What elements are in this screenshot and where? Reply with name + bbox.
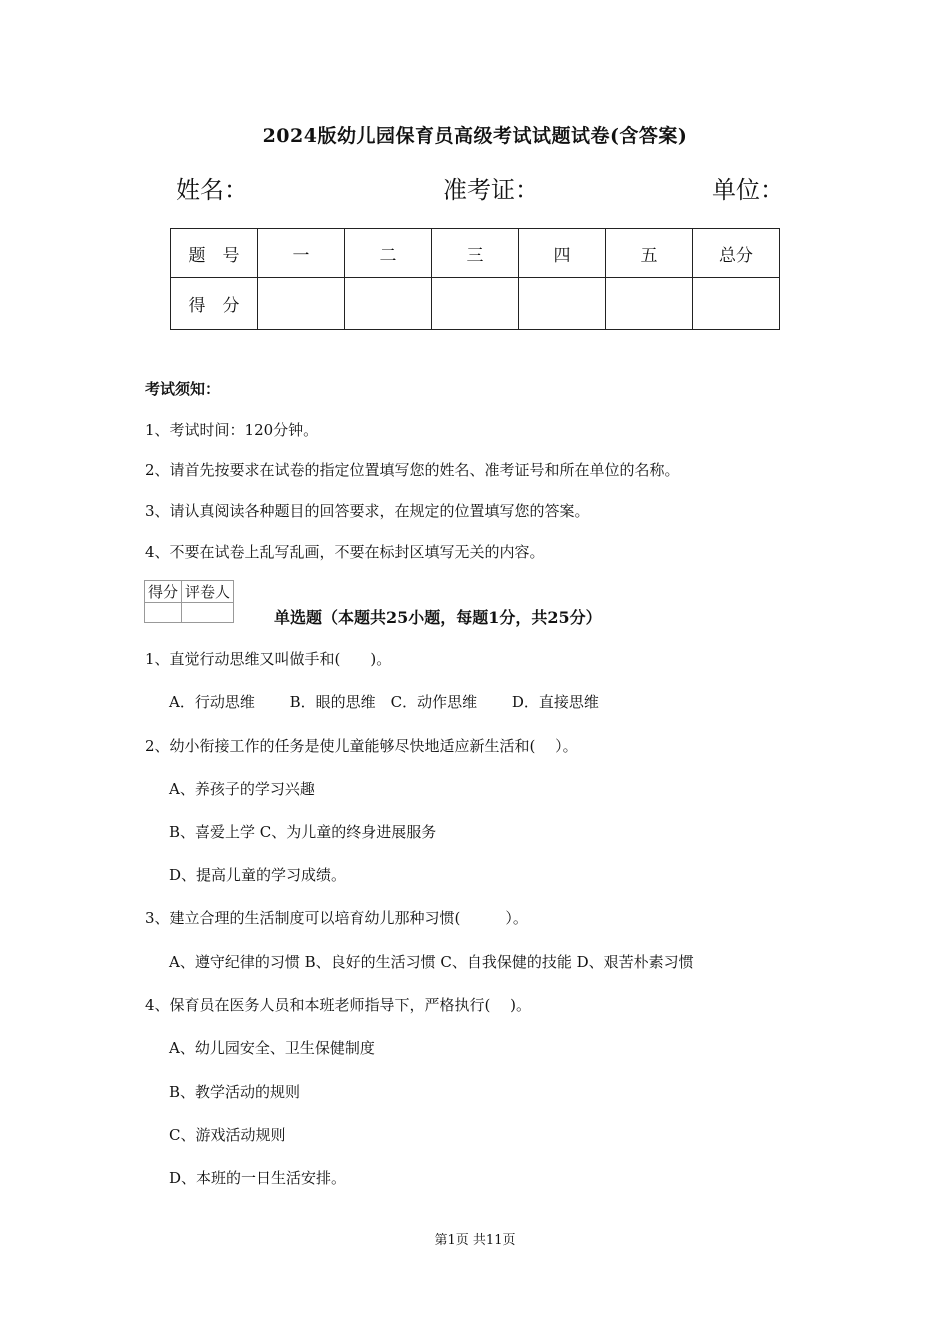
question-stem: 2、幼小衔接工作的任务是使儿童能够尽快地适应新生活和( ）。 [145,737,578,755]
score-cell[interactable] [693,278,780,330]
score-header-cell: 一 [258,229,345,278]
exam-id-label: 准考证： [443,176,539,204]
question-options: A．行动思维 B．眼的思维 C．动作思维 D．直接思维 [169,693,599,711]
grader-reviewer-cell[interactable] [182,603,234,623]
question-stem: 1、直觉行动思维又叫做手和( )。 [145,650,392,668]
score-table [170,228,780,330]
score-header-cell: 四 [519,229,606,278]
score-header-cell: 题 号 [171,229,258,278]
note-item: 2、请首先按要求在试卷的指定位置填写您的姓名、准考证号和所在单位的名称。 [145,461,680,479]
score-cell[interactable] [432,278,519,330]
notes-heading: 考试须知： [145,380,221,398]
question-option: C、游戏活动规则 [169,1126,286,1144]
note-item: 4、不要在试卷上乱写乱画，不要在标封区填写无关的内容。 [145,543,545,561]
section-title: 单选题（本题共25小题，每题1分，共25分） [274,608,602,627]
note-item: 1、考试时间：120分钟。 [145,421,319,439]
question-option: B、喜爱上学 C、为儿童的终身进展服务 [169,823,437,841]
question-option: A、养孩子的学习兴趣 [169,780,315,798]
page-footer: 第1页 共11页 [434,1233,516,1248]
question-option: B、教学活动的规则 [169,1083,301,1101]
question-option: D、本班的一日生活安排。 [169,1169,347,1187]
question-option: D、提高儿童的学习成绩。 [169,866,347,884]
page-title: 2024版幼儿园保育员高级考试试题试卷(含答案) [262,125,688,147]
score-header-cell: 二 [345,229,432,278]
grader-score-cell[interactable] [145,603,182,623]
question-stem: 4、保育员在医务人员和本班老师指导下，严格执行( )。 [145,996,532,1014]
question-options: A、遵守纪律的习惯 B、良好的生活习惯 C、自我保健的技能 D、艰苦朴素习惯 [169,953,694,971]
grader-reviewer-label: 评卷人 [182,581,234,603]
score-cell[interactable] [258,278,345,330]
score-row-label: 得 分 [171,278,258,330]
grader-score-label: 得分 [145,581,182,603]
score-table-score-row [171,278,780,330]
score-header-cell: 五 [606,229,693,278]
score-header-cell: 总分 [693,229,780,278]
question-stem: 3、建立合理的生活制度可以培育幼儿那种习惯( ）。 [145,909,528,927]
score-cell[interactable] [606,278,693,330]
grader-box [144,580,234,623]
score-table-header-row [171,229,780,278]
question-option: A、幼儿园安全、卫生保健制度 [169,1039,375,1057]
unit-label: 单位： [712,176,784,204]
score-cell[interactable] [345,278,432,330]
note-item: 3、请认真阅读各种题目的回答要求，在规定的位置填写您的答案。 [145,502,590,520]
score-cell[interactable] [519,278,606,330]
name-label: 姓名： [176,176,248,204]
score-header-cell: 三 [432,229,519,278]
